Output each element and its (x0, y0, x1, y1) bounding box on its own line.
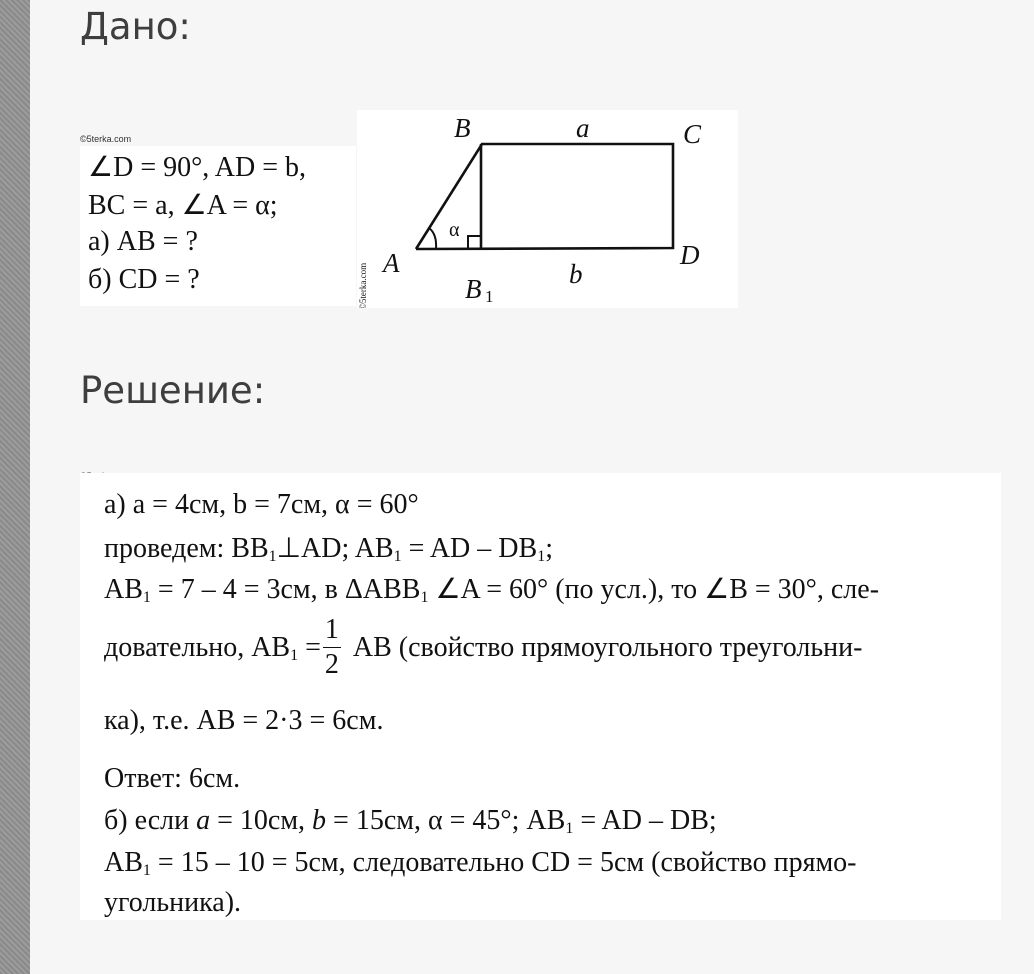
label-alpha: α (449, 219, 460, 241)
given-line: BC = a, ∠A = α; (88, 190, 278, 221)
label-b-vertex: B (454, 113, 471, 143)
trapezoid-diagram (357, 110, 738, 308)
given-heading: Дано: (80, 5, 191, 48)
given-line: а) AB = ? (88, 226, 198, 257)
label-a-vertex: A (383, 248, 400, 278)
label-c-vertex: C (683, 119, 702, 149)
given-line: ∠D = 90°, AD = b, (88, 152, 306, 183)
solution-line-5: ка), т.е. AB = 2·3 = 6см. (104, 705, 384, 736)
fraction-one-half: $\frac{1}{2}$ (324, 614, 339, 680)
solution-heading: Решение: (80, 369, 266, 412)
right-angle-mark (468, 236, 481, 249)
figure-watermark: ©5terka.com (358, 262, 368, 308)
solution-line-3: $AB_1 = 7 - 4 = 3см$, в $\Delta ABB_1$ ∠A = 60° (по усл.), то ∠B = 30°, сле- (104, 574, 880, 606)
given-line: б) CD = ? (88, 264, 200, 295)
solution-line-7: б) если a = 10см, b = 15см, α = 45°; $AB_1$ = AD – DB; (104, 805, 717, 837)
label-side-a: a (576, 113, 590, 143)
watermark: ©5terka.com (80, 134, 132, 144)
solution-block (80, 473, 1001, 920)
solution-line-4: довательно, $AB_1$ = $\frac{1}{2}$ AB (свойство прямоугольного треугольни- (104, 614, 863, 680)
angle-arc (429, 228, 436, 249)
label-b1-vertex: B (465, 274, 482, 304)
solution-line-1: а) a = 4см, b = 7см, α = 60° (104, 489, 419, 520)
solution-line-9: угольника). (104, 887, 242, 918)
solution-line-8: $AB_1 = 15 - 10 = 5см$, следовательно CD = 5см (свойство прямо- (104, 847, 857, 879)
answer-line: Ответ: 6см. (104, 763, 241, 794)
trapezoid-figure (357, 110, 738, 308)
label-side-b: b (569, 259, 583, 289)
solution-line-2: проведем: $BB_1\perp AD$; $AB_1$ = AD – $DB_1$; (104, 533, 553, 565)
left-edge-strip (0, 0, 30, 974)
label-d-vertex: D (680, 240, 700, 270)
given-conditions (80, 146, 356, 306)
label-b1-subscript: 1 (485, 287, 494, 306)
